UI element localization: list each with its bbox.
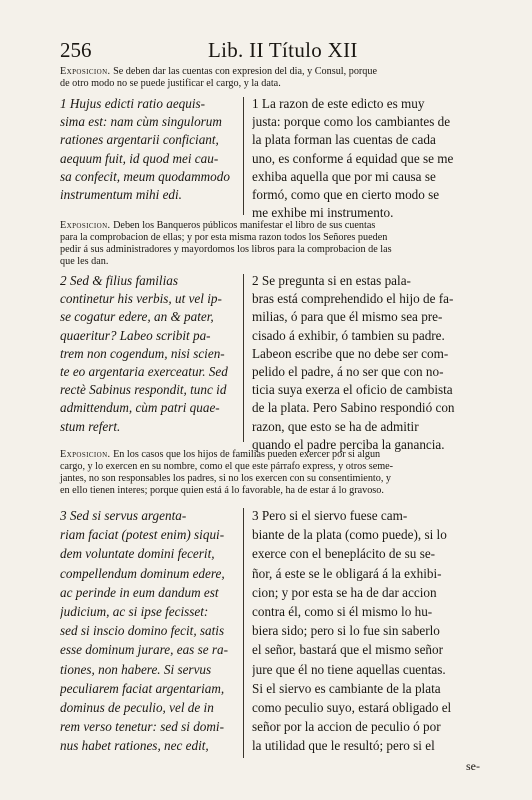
latin-line: dem voluntate domini fecerit, (60, 546, 215, 562)
latin-line: ac perinde in eum dandum est (60, 584, 219, 600)
exposicion-2 (60, 220, 482, 268)
spanish-line: cion; y por esta se ha de dar accion (252, 584, 437, 600)
spanish-line: jure que él no tiene aquellas cuentas. (252, 661, 446, 677)
spanish-line: pelido el padre, á no ser que con no- (252, 363, 444, 379)
spanish-paragraph-1 (252, 95, 480, 222)
latin-line: judicium, ac si ipse fecisset: (60, 603, 209, 619)
spanish-paragraph-3 (252, 506, 480, 755)
latin-paragraph-3 (60, 506, 236, 755)
latin-line: 2 Sed & filius familias (60, 273, 178, 288)
spanish-line: 2 Se pregunta si en estas pala- (252, 273, 411, 288)
latin-line: sa confecit, meum quodammodo (60, 168, 230, 184)
latin-line: trem non cogendum, nisi scien- (60, 345, 225, 361)
spanish-line: uno, es conforme á equidad que se me (252, 150, 454, 166)
latin-line: compellendum dominum edere, (60, 565, 225, 581)
spanish-line: cisado á exhibir, ó tambien su padre. (252, 327, 445, 343)
latin-paragraph-1 (60, 95, 236, 204)
spanish-line: Labeon escribe que no debe ser com- (252, 345, 449, 361)
latin-line: continetur his verbis, ut vel ip- (60, 291, 222, 307)
spanish-line: exhiba aquella que por mi causa se (252, 168, 436, 184)
latin-line: 3 Sed si servus argenta- (60, 508, 187, 523)
spanish-line: de la plata. Pero Sabino respondió con (252, 400, 455, 416)
page-title: Lib. II Título XII (208, 38, 358, 62)
exposicion-line: jantes, no son responsables los padres, si no los exercen con su consentimiento, y (60, 473, 392, 484)
spanish-line: contra él, como si él mismo lo hu- (252, 603, 433, 619)
latin-line: riam faciat (potest enim) siqui- (60, 527, 225, 543)
exposicion-line: Exposicion. Deben los Banqueros públicos manifestar el libro de sus cuentas (60, 220, 376, 231)
latin-line: admittendum, cùm patri quae- (60, 400, 220, 416)
latin-line: peculiarem faciat argentariam, (60, 680, 225, 696)
spanish-line: formó, como que en cierto modo se (252, 186, 440, 202)
spanish-line: justa: porque como los cambiantes de (252, 114, 451, 130)
latin-line: sed si inscio domino fecit, satis (60, 623, 225, 639)
spanish-line: 3 Pero si el siervo fuese cam- (252, 508, 408, 523)
running-header (60, 38, 480, 64)
spanish-line: como peculio suyo, estará obligado el (252, 699, 452, 715)
latin-line: tiones, non habere. Si servus (60, 661, 212, 677)
exposicion-line: para la comprobacion de ellas; y por esta misma razon todos los Señores pueden (60, 232, 388, 243)
latin-paragraph-2 (60, 272, 236, 436)
latin-line: se cogatur edere, an & pater, (60, 309, 214, 325)
latin-line: rectè Sabinus respondit, tunc id (60, 382, 227, 398)
exposicion-line: de otro modo no se puede justificar el cargo, y la data. (60, 78, 281, 89)
spanish-line: 1 La razon de este edicto es muy (252, 96, 425, 111)
latin-line: dominus de peculio, vel de in (60, 699, 214, 715)
latin-line: 1 Hujus edicti ratio aequis- (60, 96, 206, 111)
spanish-line: el señor, bastará que el mismo señor (252, 642, 443, 658)
spanish-line: me exhibe mi instrumento. (252, 205, 394, 221)
spanish-line: la utilidad que le resultó; pero si el (252, 738, 435, 754)
page-number: 256 (60, 38, 92, 62)
catchword: se- (466, 759, 480, 773)
latin-line: quaeritur? Labeo scribit pa- (60, 327, 211, 343)
column-divider (243, 274, 244, 442)
spanish-line: bras está comprehendido el hijo de fa- (252, 291, 454, 307)
spanish-line: ticia suya exerza el oficio de cambista (252, 382, 453, 398)
spanish-line: ñor, á este se le obligará á la exhibi- (252, 565, 442, 581)
latin-line: aequum fuit, id quod mei cau- (60, 150, 219, 166)
exposicion-line: que les dan. (60, 256, 109, 267)
exposicion-line: en ello tienen interes; porque quien está á lo favorable, ha de estar á lo gravoso. (60, 485, 384, 496)
spanish-line: exerce con el beneplácito de su se- (252, 546, 436, 562)
column-divider (243, 97, 244, 215)
spanish-line: biera sido; pero si lo fue sin saberlo (252, 623, 440, 639)
spanish-line: Si el siervo es cambiante de la plata (252, 680, 441, 696)
spanish-line: la plata forman las cuentas de cada (252, 132, 436, 148)
latin-line: rationes argentarii conficiant, (60, 132, 219, 148)
latin-line: nus habet rationes, nec edit, (60, 738, 209, 754)
exposicion-line: pedir á sus administradores y mayordomos los libros para la comprobacion de las (60, 244, 392, 255)
exposicion-line: Exposicion. Se deben dar las cuentas con expresion del dia, y Consul, porque (60, 66, 378, 77)
latin-line: esse dominum jurare, eas se ra- (60, 642, 228, 658)
spanish-line: quando el padre perciba la ganancia. (252, 436, 445, 452)
latin-line: te eo argentaria exerceatur. Sed (60, 363, 228, 379)
latin-line: instrumentum mihi edi. (60, 186, 182, 202)
exposicion-1 (60, 66, 482, 90)
spanish-line: razon, que esto se ha de admitir (252, 418, 419, 434)
exposicion-3 (60, 449, 482, 497)
spanish-paragraph-2 (252, 272, 480, 454)
exposicion-line: cargo, y lo exercen en su nombre, como el que este párrafo express, y otros seme- (60, 461, 394, 472)
spanish-line: milias, ó para que él mismo sea pre- (252, 309, 443, 325)
spanish-line: biante de la plata (como puede), si lo (252, 527, 447, 543)
latin-line: stum refert. (60, 418, 121, 434)
latin-line: rem verso tenetur: sed si domi- (60, 719, 224, 735)
latin-line: sima est: nam cùm singulorum (60, 114, 222, 130)
exposicion-line: Exposicion. En los casos que los hijos de familias pueden exercer por si algun (60, 449, 381, 460)
column-divider (243, 508, 244, 758)
spanish-line: señor por la accion de peculio ó por (252, 719, 441, 735)
